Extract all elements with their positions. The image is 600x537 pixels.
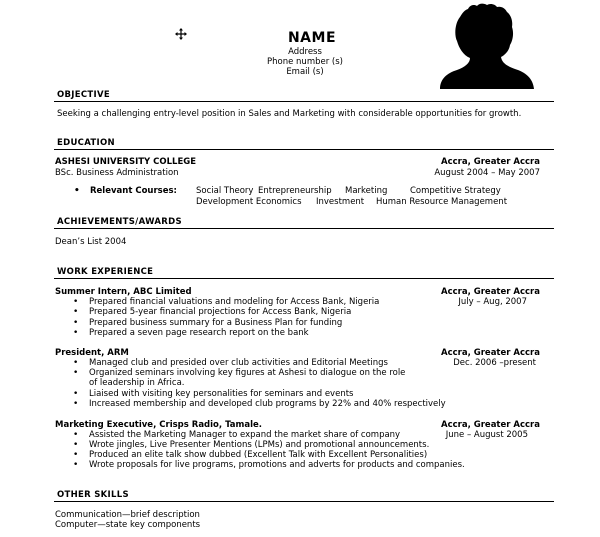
achievement-item: Dean’s List 2004: [55, 237, 127, 247]
job-bullet: • Prepared a seven page research report on the bank: [89, 328, 309, 339]
job-dates: June – August 2005: [445, 430, 528, 440]
section-divider: [54, 501, 554, 502]
education-dates: August 2004 – May 2007: [434, 168, 540, 178]
address-line: Address: [288, 47, 322, 57]
job-dates: July – Aug, 2007: [458, 297, 527, 307]
degree: BSc. Business Administration: [55, 168, 179, 178]
course-item: Investment: [316, 197, 365, 207]
profile-photo: [437, 3, 537, 89]
resume-name: NAME: [287, 30, 337, 46]
objective-text: Seeking a challenging entry-level position in Sales and Marketing with considerable opportunities for growth.: [57, 109, 522, 119]
course-item: Marketing: [345, 186, 388, 196]
skill-item: Computer—state key components: [55, 520, 201, 530]
job-bullet: • Organized seminars involving key figures at Ashesi to dialogue on the role: [89, 368, 405, 379]
objective-heading: OBJECTIVE: [57, 90, 110, 100]
job-bullet: • Assisted the Marketing Manager to expand the market share of company: [89, 430, 400, 441]
course-item: Development Economics: [196, 197, 302, 207]
course-item: Human Resource Management: [376, 197, 508, 207]
relevant-courses-label: • Relevant Courses:: [90, 186, 177, 197]
job-location: Accra, Greater Accra: [440, 287, 540, 297]
job-bullet: • Liaised with visiting key personalities for seminars and events: [89, 389, 353, 400]
work-heading: WORK EXPERIENCE: [57, 267, 154, 277]
course-item: Entrepreneurship: [258, 186, 332, 196]
job-bullet: • Wrote proposals for live programs, promotions and adverts for products and companies.: [89, 460, 465, 471]
email-line: Email (s): [286, 67, 324, 77]
job-bullet: • Produced an elite talk show dubbed (Excellent Talk with Excellent Personalities): [89, 450, 427, 461]
job-bullet-continuation: of leadership in Africa.: [89, 378, 185, 388]
job-title: President, ARM: [55, 348, 129, 358]
job-title: Summer Intern, ABC Limited: [55, 287, 192, 297]
section-divider: [54, 228, 554, 229]
course-item: Social Theory: [196, 186, 254, 196]
job-bullet: • Prepared business summary for a Business Plan for funding: [89, 318, 342, 329]
job-title: Marketing Executive, Crisps Radio, Tamale.: [55, 420, 263, 430]
course-item: Competitive Strategy: [410, 186, 501, 196]
job-bullet: • Wrote jingles, Live Presenter Mentions (LPMs) and promotional announcements.: [89, 440, 429, 451]
skill-item: Communication—brief description: [55, 510, 200, 520]
job-bullet: • Managed club and presided over club activities and Editorial Meetings: [89, 358, 388, 369]
other-skills-heading: OTHER SKILLS: [57, 490, 129, 500]
job-location: Accra, Greater Accra: [440, 348, 540, 358]
section-divider: [54, 149, 554, 150]
section-divider: [54, 101, 554, 102]
job-bullet: • Prepared financial valuations and modeling for Access Bank, Nigeria: [89, 297, 379, 308]
achievements-heading: ACHIEVEMENTS/AWARDS: [57, 217, 182, 227]
section-divider: [54, 278, 554, 279]
education-heading: EDUCATION: [57, 138, 115, 148]
job-bullet: • Increased membership and developed club programs by 22% and 40% respectively: [89, 399, 446, 410]
job-dates: Dec. 2006 –present: [453, 358, 536, 368]
job-location: Accra, Greater Accra: [440, 420, 540, 430]
move-icon[interactable]: [175, 28, 187, 40]
school-name: ASHESI UNIVERSITY COLLEGE: [55, 157, 197, 167]
phone-line: Phone number (s): [267, 57, 343, 67]
job-bullet: • Prepared 5-year financial projections for Access Bank, Nigeria: [89, 307, 351, 318]
school-location: Accra, Greater Accra: [440, 157, 540, 167]
